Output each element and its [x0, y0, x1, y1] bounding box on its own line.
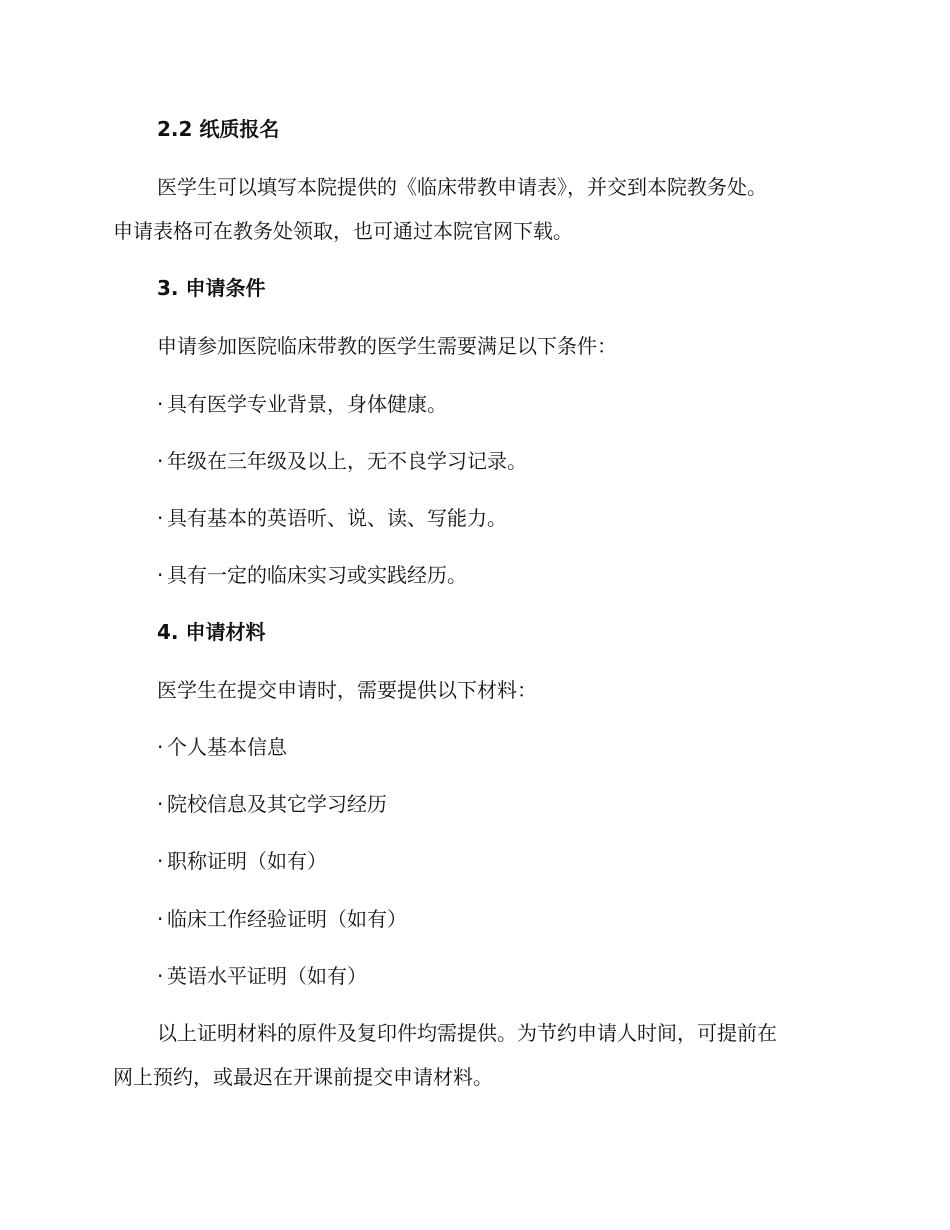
- bullet-icon: ·: [157, 907, 164, 931]
- list-item-text: 具有医学专业背景，身体健康。: [167, 392, 447, 416]
- bullet-icon: ·: [157, 563, 164, 587]
- list-item: [157, 961, 950, 991]
- list-item-text: 英语水平证明（如有）: [167, 964, 367, 988]
- paragraph-line: 医学生可以填写本院提供的《临床带教申请表》，并交到本院教务处。: [157, 175, 767, 199]
- list-item: [157, 446, 950, 476]
- list-item: [157, 789, 950, 819]
- bullet-icon: ·: [157, 735, 164, 759]
- paragraph-line: 网上预约，或最迟在开课前提交申请材料。: [113, 1065, 493, 1089]
- bullet-icon: ·: [157, 392, 164, 416]
- bullet-icon: ·: [157, 449, 164, 473]
- list-item-text: 具有一定的临床实习或实践经历。: [167, 563, 467, 587]
- bullet-icon: ·: [157, 506, 164, 530]
- materials-intro: 医学生在提交申请时，需要提供以下材料：: [157, 678, 537, 702]
- bullet-icon: ·: [157, 792, 164, 816]
- list-item-text: 个人基本信息: [167, 735, 287, 759]
- bullet-icon: ·: [157, 964, 164, 988]
- list-item: [157, 846, 950, 876]
- list-item: [157, 389, 950, 419]
- list-item-text: 年级在三年级及以上，无不良学习记录。: [167, 449, 527, 473]
- list-item-text: 具有基本的英语听、说、读、写能力。: [167, 506, 507, 530]
- list-item: [157, 732, 950, 762]
- list-item-text: 临床工作经验证明（如有）: [167, 907, 407, 931]
- list-item: [157, 560, 950, 590]
- list-item: [157, 904, 950, 934]
- section-heading-materials: 4. 申请材料: [157, 620, 266, 644]
- section-heading-paper-registration: 2.2 纸质报名: [157, 117, 280, 141]
- bullet-icon: ·: [157, 849, 164, 873]
- paragraph-line: 申请表格可在教务处领取，也可通过本院官网下载。: [113, 219, 573, 243]
- list-item-text: 院校信息及其它学习经历: [167, 792, 387, 816]
- list-item-text: 职称证明（如有）: [167, 849, 327, 873]
- section-heading-conditions: 3. 申请条件: [157, 276, 266, 300]
- conditions-intro: 申请参加医院临床带教的医学生需要满足以下条件：: [157, 334, 617, 358]
- list-item: [157, 503, 950, 533]
- paragraph-line: 以上证明材料的原件及复印件均需提供。为节约申请人时间，可提前在: [157, 1021, 777, 1045]
